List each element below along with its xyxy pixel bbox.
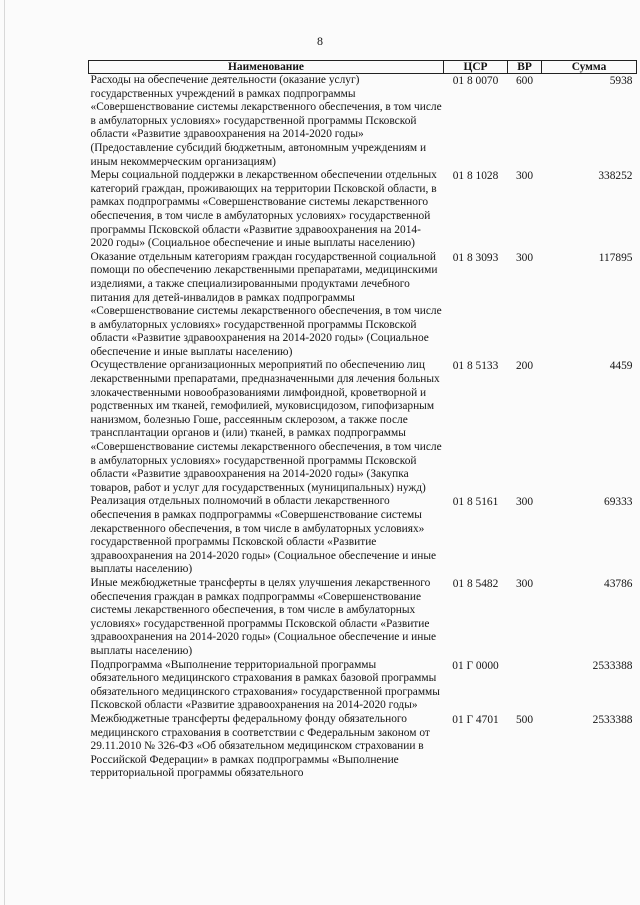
table-row [89, 495, 637, 577]
row-sum: 5938 [609, 75, 633, 87]
row-csr: 01 8 5161 [452, 496, 499, 509]
table-row [89, 659, 637, 713]
row-name: Оказание отдельным категориям граждан государственной социальной помощи по обеспечению лекарственными препаратами, медицинскими изделиями, а также специализированными продуктами лечебного питания для детей-инвалидов в рамках подпрограммы «Совершенствование системы лекарственного обеспечения, в том числе в амбулаторных условиях» государственной программы Псковской области «Развитие здравоохранения на 2014-2020 годы» (Социальное обеспечение и иные выплаты населению) [90, 250, 442, 358]
page-number: 8 [317, 34, 323, 48]
row-vr: 200 [515, 360, 534, 373]
row-sum: 117895 [598, 251, 633, 264]
row-sum: 69333 [604, 496, 633, 509]
row-csr: 01 Г 4701 [452, 713, 499, 726]
header-csr: ЦСР [444, 61, 508, 74]
row-name: Расходы на обеспечение деятельности (оказание услуг) государственных учреждений в рамках подпрограммы «Совершенствование системы лекарственного обеспечения, в том числе в амбулаторных условиях» государственной программы Псковской области «Развитие здравоохранения на 2014-2020 годы» (Предоставление субсидий бюджетным, автономным учреждениям и иным некоммерческим организациям) [90, 74, 442, 168]
row-sum: 338252 [598, 170, 633, 183]
row-name: Иные межбюджетные трансферты в целях улучшения лекарственного обеспечения граждан в рамках подпрограммы «Совершенствование системы лекарственного обеспечения, в том числе в амбулаторных условиях» государственной программы Псковской области «Развитие здравоохранения на 2014-2020 годы» (Социальное обеспечение и иные выплаты населению) [90, 576, 437, 657]
row-name: Подпрограмма «Выполнение территориальной программы обязательного медицинского страхования в рамках базовой программы обязательного медицинского страхования» государственной программы Псковской области «Развитие здравоохранения на 2014-2020 годы» [90, 658, 440, 712]
header-sum: Сумма [542, 61, 637, 74]
table-row [89, 74, 637, 170]
table-header-row [89, 61, 637, 74]
row-vr [508, 659, 542, 713]
row-csr: 01 8 5482 [452, 577, 499, 590]
header-name: Наименование [89, 61, 444, 74]
table-row [89, 577, 637, 659]
table-row [89, 251, 637, 360]
row-name: Межбюджетные трансферты федеральному фонду обязательного медицинского страхования в соответствии с Федеральным законом от 29.11.2010 № 326-ФЗ «Об обязательном медицинском страховании в Российской Федерации» в рамках подпрограммы «Выполнение территориальной программы обязательного [90, 712, 430, 780]
page-edge-shadow [4, 0, 5, 905]
budget-table [88, 60, 637, 781]
row-name: Осуществление организационных мероприятий по обеспечению лиц лекарственными препаратами, предназначенными для лечения больных злокачественными новообразованиями лимфоидной, кроветворной и родственных им тканей, гемофилией, муковисцидозом, гипофизарным нанизмом, болезнью Гоше, рассеянным склерозом, а также после трансплантации органов и (или) тканей, в рамках подпрограммы «Совершенствование системы лекарственного обеспечения, в том числе в амбулаторных условиях» государственной программы Псковской области «Развитие здравоохранения на 2014-2020 годы» (Закупка товаров, работ и услуг для государственных (муниципальных) нужд) [90, 359, 442, 494]
row-sum: 4459 [609, 360, 633, 373]
table-row [89, 359, 637, 495]
row-sum: 2533388 [592, 713, 633, 726]
row-name: Меры социальной поддержки в лекарственном обеспечении отдельных категорий граждан, проживающих на территории Псковской области, в рамках подпрограммы «Совершенствование системы лекарственного обеспечения, в том числе в амбулаторных условиях» государственной программы Псковской области «Развитие здравоохранения на 2014-2020 годы» (Социальное обеспечение и иные выплаты населению) [90, 169, 437, 250]
table-row [89, 169, 637, 251]
row-vr: 600 [515, 75, 534, 87]
row-vr: 300 [515, 170, 534, 183]
row-vr: 300 [515, 251, 534, 264]
row-sum: 2533388 [592, 659, 633, 672]
header-vr: ВР [508, 61, 542, 74]
row-csr: 01 8 3093 [452, 251, 499, 264]
row-csr: 01 8 0070 [452, 75, 499, 87]
row-sum: 43786 [604, 577, 633, 590]
row-vr: 300 [515, 577, 534, 590]
row-vr: 500 [515, 713, 534, 726]
row-csr: 01 8 5133 [452, 360, 499, 373]
row-vr: 300 [515, 496, 534, 509]
table-row [89, 713, 637, 781]
row-name: Реализация отдельных полномочий в области лекарственного обеспечения в рамках подпрограммы «Совершенствование системы лекарственного обеспечения, в том числе в амбулаторных условиях» государственной программы Псковской области «Развитие здравоохранения на 2014-2020 годы» (Социальное обеспечение и иные выплаты населению) [90, 495, 437, 576]
row-csr: 01 Г 0000 [452, 659, 499, 672]
row-csr: 01 8 1028 [452, 170, 499, 183]
